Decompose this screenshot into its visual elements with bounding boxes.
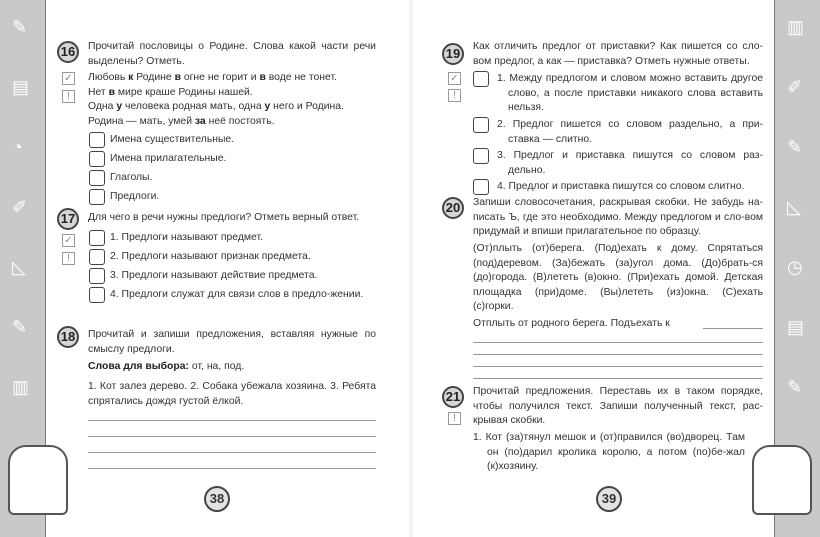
answer-checkbox[interactable] bbox=[473, 71, 489, 87]
answer-option: 1. Предлоги называют предмет. bbox=[110, 232, 263, 243]
answer-checkbox[interactable] bbox=[89, 287, 105, 303]
task-20-prompt: Запиши словосочетания, раскрывая скобки. Не забудь на-писать Ъ, где это необходимо. Между предлогом и сло-вом придумай и впиши прилагательное по образцу. bbox=[473, 197, 763, 237]
task-number-19: 19 bbox=[442, 43, 464, 65]
answer-line[interactable] bbox=[88, 436, 376, 437]
exclamation-icon: ! bbox=[448, 89, 461, 102]
task-number-17: 17 bbox=[57, 208, 79, 230]
answer-option: 1. Между предлогом и словом можно вставить другое слово, а после приставки никакого слова вставить нельзя. bbox=[497, 73, 763, 113]
pen-icon: ✎ bbox=[12, 317, 28, 337]
answer-option: Имена существительные. bbox=[110, 134, 235, 145]
task-18-words bbox=[88, 360, 376, 375]
answer-line[interactable] bbox=[473, 378, 763, 379]
answer-checkbox[interactable] bbox=[89, 170, 105, 186]
answer-checkbox[interactable] bbox=[89, 132, 105, 148]
answer-option: 4. Предлог и приставка пишутся со словом слитно. bbox=[497, 181, 745, 192]
exclamation-icon: ! bbox=[62, 90, 75, 103]
answer-option: Глаголы. bbox=[110, 172, 153, 183]
task-19-prompt: Как отличить предлог от приставки? Как пишется со сло-вом предлог, а как — приставка? Отметь нужные ответы. bbox=[473, 41, 763, 67]
answer-checkbox[interactable] bbox=[89, 151, 105, 167]
answer-checkbox[interactable] bbox=[473, 117, 489, 133]
task-18-prompt: Прочитай и запиши предложения, вставляя нужные по смыслу предлоги. bbox=[88, 329, 376, 355]
check-icon: ✓ bbox=[448, 72, 461, 85]
task-20-example: Отплыть от родного берега. Подъехать к bbox=[473, 318, 670, 329]
answer-option: Имена прилагательные. bbox=[110, 153, 227, 164]
task-number-16: 16 bbox=[57, 41, 79, 63]
proverb: Родина — мать, умей за неё постоять. bbox=[88, 115, 275, 127]
exclamation-icon: ! bbox=[448, 412, 461, 425]
answer-option: 3. Предлоги называют действие предмета. bbox=[110, 270, 318, 281]
answer-checkbox[interactable] bbox=[473, 179, 489, 195]
book-icon: ▤ bbox=[12, 77, 30, 97]
book-icon: ▤ bbox=[787, 317, 805, 337]
answer-line[interactable] bbox=[473, 342, 763, 343]
answer-option: 3. Предлог и приставка пишутся со словом раз-дельно. bbox=[497, 150, 763, 176]
backpack-illustration bbox=[8, 445, 68, 515]
clock-icon: ◷ bbox=[787, 257, 803, 277]
exclamation-icon: ! bbox=[62, 252, 75, 265]
pen-icon: ✎ bbox=[787, 377, 803, 397]
pencil-icon: ✎ bbox=[787, 137, 803, 157]
notebook-icon: ▥ bbox=[12, 377, 30, 397]
answer-option: Предлоги. bbox=[110, 191, 160, 202]
triangle-icon: ◺ bbox=[787, 197, 801, 217]
answer-checkbox[interactable] bbox=[89, 268, 105, 284]
backpack-illustration bbox=[752, 445, 812, 515]
answer-checkbox[interactable] bbox=[89, 189, 105, 205]
task-number-21: 21 bbox=[442, 386, 464, 408]
page-number: 38 bbox=[204, 486, 230, 512]
proverb: Нет в мире краше Родины нашей. bbox=[88, 86, 253, 98]
task-20-text: (От)плыть (от)берега. (Под)ехать к дому. Спрятаться (под)деревом. (За)бежать (за)угол дома. (До)брать-ся (до)города. (В)лететь (в)окно. (При)ехать домой. Детская площадка (при)доме. (Вы)лететь (из)окна. (С)ехать (с)горки. bbox=[473, 243, 763, 312]
words-label: Слова для выбора: bbox=[88, 361, 189, 372]
check-icon: ✓ bbox=[62, 234, 75, 247]
answer-line[interactable] bbox=[88, 468, 376, 469]
page-number: 39 bbox=[596, 486, 622, 512]
answer-line[interactable] bbox=[88, 420, 376, 421]
triangle-icon: ◺ bbox=[12, 257, 26, 277]
check-icon: ✓ bbox=[62, 72, 75, 85]
task-21-item: 1. Кот (за)тянул мешок и (от)правился (во)дворец. Там он (по)дарил кролика королю, а потом (по)бе-жал (к)хозяину. bbox=[473, 432, 745, 472]
task-16-proverbs bbox=[88, 71, 376, 129]
task-18-sentences: 1. Кот залез дерево. 2. Собака убежала хозяина. 3. Ребята спрятались дождя густой ёлкой. bbox=[88, 381, 376, 407]
answer-option: 4. Предлоги служат для связи слов в предло-жении. bbox=[110, 289, 364, 300]
brush-icon: ✐ bbox=[787, 77, 803, 97]
answer-line[interactable] bbox=[703, 328, 763, 329]
protractor-icon: ◔ bbox=[12, 137, 23, 157]
task-21-prompt: Прочитай предложения. Переставь их в таком порядке, чтобы получился текст. Запиши полученный текст, рас-крывая скобки. bbox=[473, 386, 763, 426]
answer-checkbox[interactable] bbox=[89, 230, 105, 246]
notebook-icon: ▥ bbox=[787, 17, 805, 37]
answer-line[interactable] bbox=[473, 354, 763, 355]
ruler-icon: ✐ bbox=[12, 197, 28, 217]
page-gutter bbox=[408, 0, 414, 537]
answer-checkbox[interactable] bbox=[89, 249, 105, 265]
answer-option: 2. Предлог пишется со словом раздельно, а при-ставка — слитно. bbox=[497, 119, 763, 145]
proverb: Любовь к Родине в огне не горит и в воде не тонет. bbox=[88, 72, 337, 83]
words-list: от, на, под. bbox=[189, 361, 245, 372]
pencil-icon: ✎ bbox=[12, 17, 28, 37]
answer-line[interactable] bbox=[473, 366, 763, 367]
task-17-prompt: Для чего в речи нужны предлоги? Отметь верный ответ. bbox=[88, 212, 360, 223]
proverb: Одна у человека родная мать, одна у него и Родина. bbox=[88, 101, 344, 112]
task-number-18: 18 bbox=[57, 326, 79, 348]
task-number-20: 20 bbox=[442, 197, 464, 219]
answer-option: 2. Предлоги называют признак предмета. bbox=[110, 251, 311, 262]
answer-checkbox[interactable] bbox=[473, 148, 489, 164]
answer-line[interactable] bbox=[88, 452, 376, 453]
task-16-prompt: Прочитай пословицы о Родине. Слова какой части речи выделены? Отметь. bbox=[88, 41, 376, 67]
